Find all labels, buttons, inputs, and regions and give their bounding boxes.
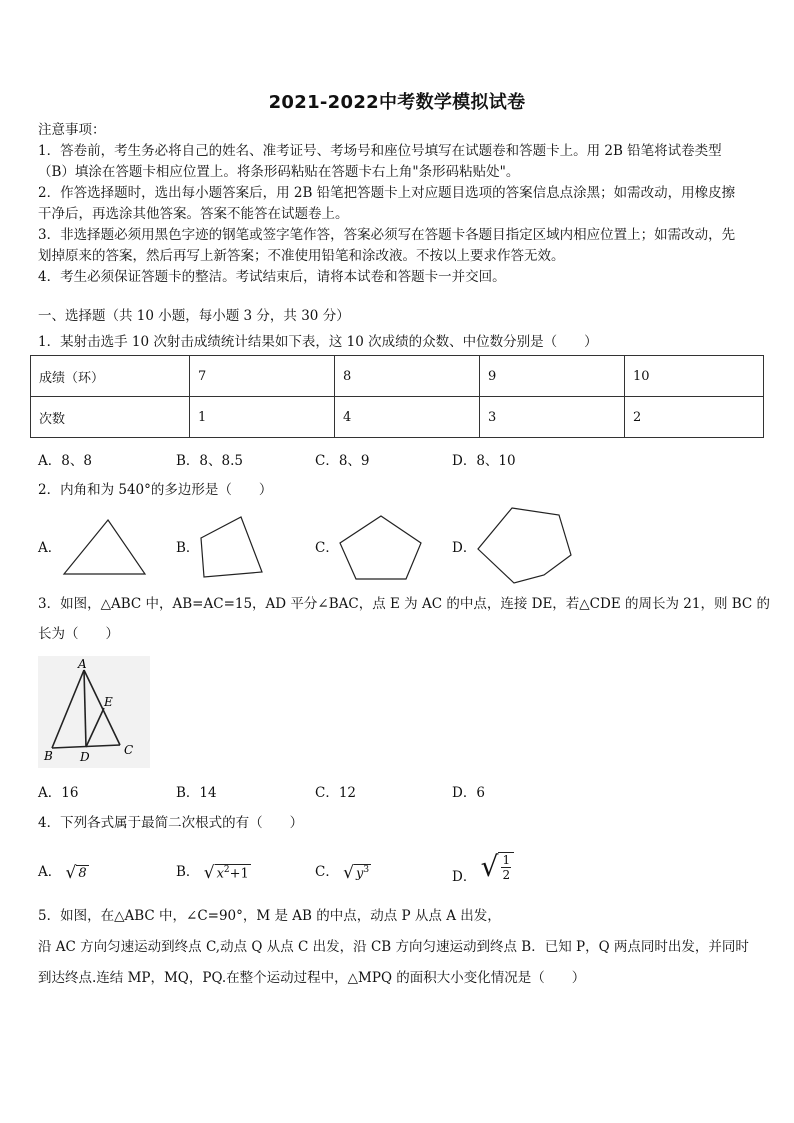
option-b[interactable]: B．14: [176, 785, 217, 801]
question-2-stem: 2．内角和为 540°的多边形是（ ）: [38, 482, 273, 498]
vertex-label-d: D: [80, 750, 90, 764]
notice-line: 干净后，再选涂其他答案。答案不能答在试题卷上。: [38, 206, 349, 222]
quadrilateral-shape: [196, 514, 268, 580]
radicand-base: x: [216, 866, 224, 882]
notice-heading: 注意事项：: [38, 122, 106, 138]
table-cell: 次数: [31, 397, 190, 438]
triangle-figure-drawing: [38, 656, 150, 768]
option-c[interactable]: C．12: [315, 785, 357, 801]
table-cell: 7: [190, 356, 335, 397]
notice-line: 1．答卷前，考生务必将自己的姓名、准考证号、考场号和座位号填写在试题卷和答题卡上。用 2B 铅笔将试卷类型: [38, 143, 722, 159]
fraction: [498, 852, 514, 882]
hexagon-shape: [474, 505, 574, 587]
table-row: [31, 356, 764, 397]
numerator: 1: [502, 853, 511, 867]
question-4-options: [38, 850, 758, 888]
option-label: C．: [315, 864, 339, 880]
question-4-stem: 4．下列各式属于最简二次根式的有（ ）: [38, 815, 304, 831]
radicand: 8: [78, 865, 87, 881]
radical-sign-icon: √: [65, 862, 77, 883]
pentagon-shape: [336, 513, 426, 583]
table-cell: 3: [480, 397, 625, 438]
option-label: B．: [176, 864, 200, 880]
section-heading: 一、选择题（共 10 小题，每小题 3 分，共 30 分）: [38, 308, 350, 324]
triangle-shape: [60, 516, 150, 578]
question-1-options: [38, 449, 758, 469]
vertex-label-e: E: [104, 695, 113, 709]
option-a[interactable]: A．16: [38, 785, 79, 801]
radicand-exponent: 2: [223, 864, 230, 875]
notice-line: 划掉原来的答案，然后再写上新答案；不准使用铅笔和涂改液。不按以上要求作答无效。: [38, 248, 565, 264]
question-5-stem-cont: 到达终点.连结 MP，MQ，PQ.在整个运动过程中，△MPQ 的面积大小变化情况是（ ）: [38, 970, 586, 986]
sqrt-x2-plus-1-expression: [204, 863, 251, 883]
question-3-stem-cont: 长为（ ）: [38, 626, 119, 642]
table-cell: 9: [480, 356, 625, 397]
radicand: [354, 864, 371, 881]
option-a[interactable]: A．8、8: [38, 453, 92, 469]
radical-sign-icon: √: [203, 862, 215, 883]
option-b[interactable]: B．: [176, 540, 200, 556]
question-3-stem: 3．如图，△ABC 中，AB=AC=15，AD 平分∠BAC，点 E 为 AC 的中点，连接 DE，若△CDE 的周长为 21，则 BC 的: [38, 596, 771, 612]
option-label: A．: [38, 864, 62, 880]
sqrt-8-expression: [66, 863, 89, 883]
notice-line: 4．考生必须保证答题卡的整洁。考试结束后，请将本试卷和答题卡一并交回。: [38, 269, 506, 285]
sqrt-half-expression: [481, 850, 514, 884]
table-cell: 8: [335, 356, 480, 397]
option-d[interactable]: D．: [452, 540, 477, 556]
option-d[interactable]: [452, 850, 514, 884]
option-label: D．: [452, 868, 477, 885]
score-table: [30, 355, 764, 438]
question-3-options: [38, 781, 758, 801]
question-5-stem-cont: 沿 AC 方向匀速运动到终点 C,动点 Q 从点 C 出发，沿 CB 方向匀速运动到终点 B．已知 P，Q 两点同时出发，并同时: [38, 939, 749, 955]
table-row: [31, 397, 764, 438]
option-d[interactable]: D．6: [452, 785, 485, 801]
option-c[interactable]: C．: [315, 540, 339, 556]
table-cell: 4: [335, 397, 480, 438]
page-title: 2021-2022中考数学模拟试卷: [268, 92, 526, 113]
vertex-label-b: B: [44, 749, 53, 763]
table-cell: 成绩（环）: [31, 356, 190, 397]
option-b[interactable]: [176, 860, 251, 883]
radicand-base: y: [355, 866, 364, 882]
radical-sign-icon: √: [343, 862, 354, 883]
radicand: [215, 864, 251, 881]
option-a[interactable]: [38, 860, 89, 883]
notice-line: 3．非选择题必须用黑色字迹的钢笔或签字笔作答，答案必须写在答题卡各题目指定区域内相应位置上；如需改动，先: [38, 227, 736, 243]
denominator: 2: [502, 868, 511, 882]
triangle-figure: [38, 656, 150, 768]
vertex-label-a: A: [78, 657, 87, 671]
radicand-rest: +1: [229, 866, 249, 882]
question-1-stem: 1．某射击选手 10 次射击成绩统计结果如下表，这 10 次成绩的众数、中位数分别是（ ）: [38, 334, 598, 350]
option-a[interactable]: A．: [38, 540, 62, 556]
table-cell: 10: [625, 356, 764, 397]
question-5-stem: 5．如图，在△ABC 中，∠C=90°，M 是 AB 的中点，动点 P 从点 A 出发，: [38, 908, 501, 924]
table-cell: 1: [190, 397, 335, 438]
radical-sign-icon: √: [480, 850, 499, 883]
option-c[interactable]: [315, 860, 371, 883]
notice-line: 2．作答选择题时，选出每小题答案后，用 2B 铅笔把答题卡上对应题目选项的答案信息点涂黑；如需改动，用橡皮擦: [38, 185, 736, 201]
vertex-label-c: C: [124, 743, 134, 757]
option-b[interactable]: B．8、8.5: [176, 453, 243, 469]
option-d[interactable]: D．8、10: [452, 453, 516, 469]
sqrt-y3-expression: [343, 863, 371, 883]
notice-line: （B）填涂在答题卡相应位置上。将条形码粘贴在答题卡右上角"条形码粘贴处"。: [38, 164, 520, 180]
option-c[interactable]: C．8、9: [315, 453, 370, 469]
table-cell: 2: [625, 397, 764, 438]
radicand-exponent: 3: [363, 864, 370, 875]
